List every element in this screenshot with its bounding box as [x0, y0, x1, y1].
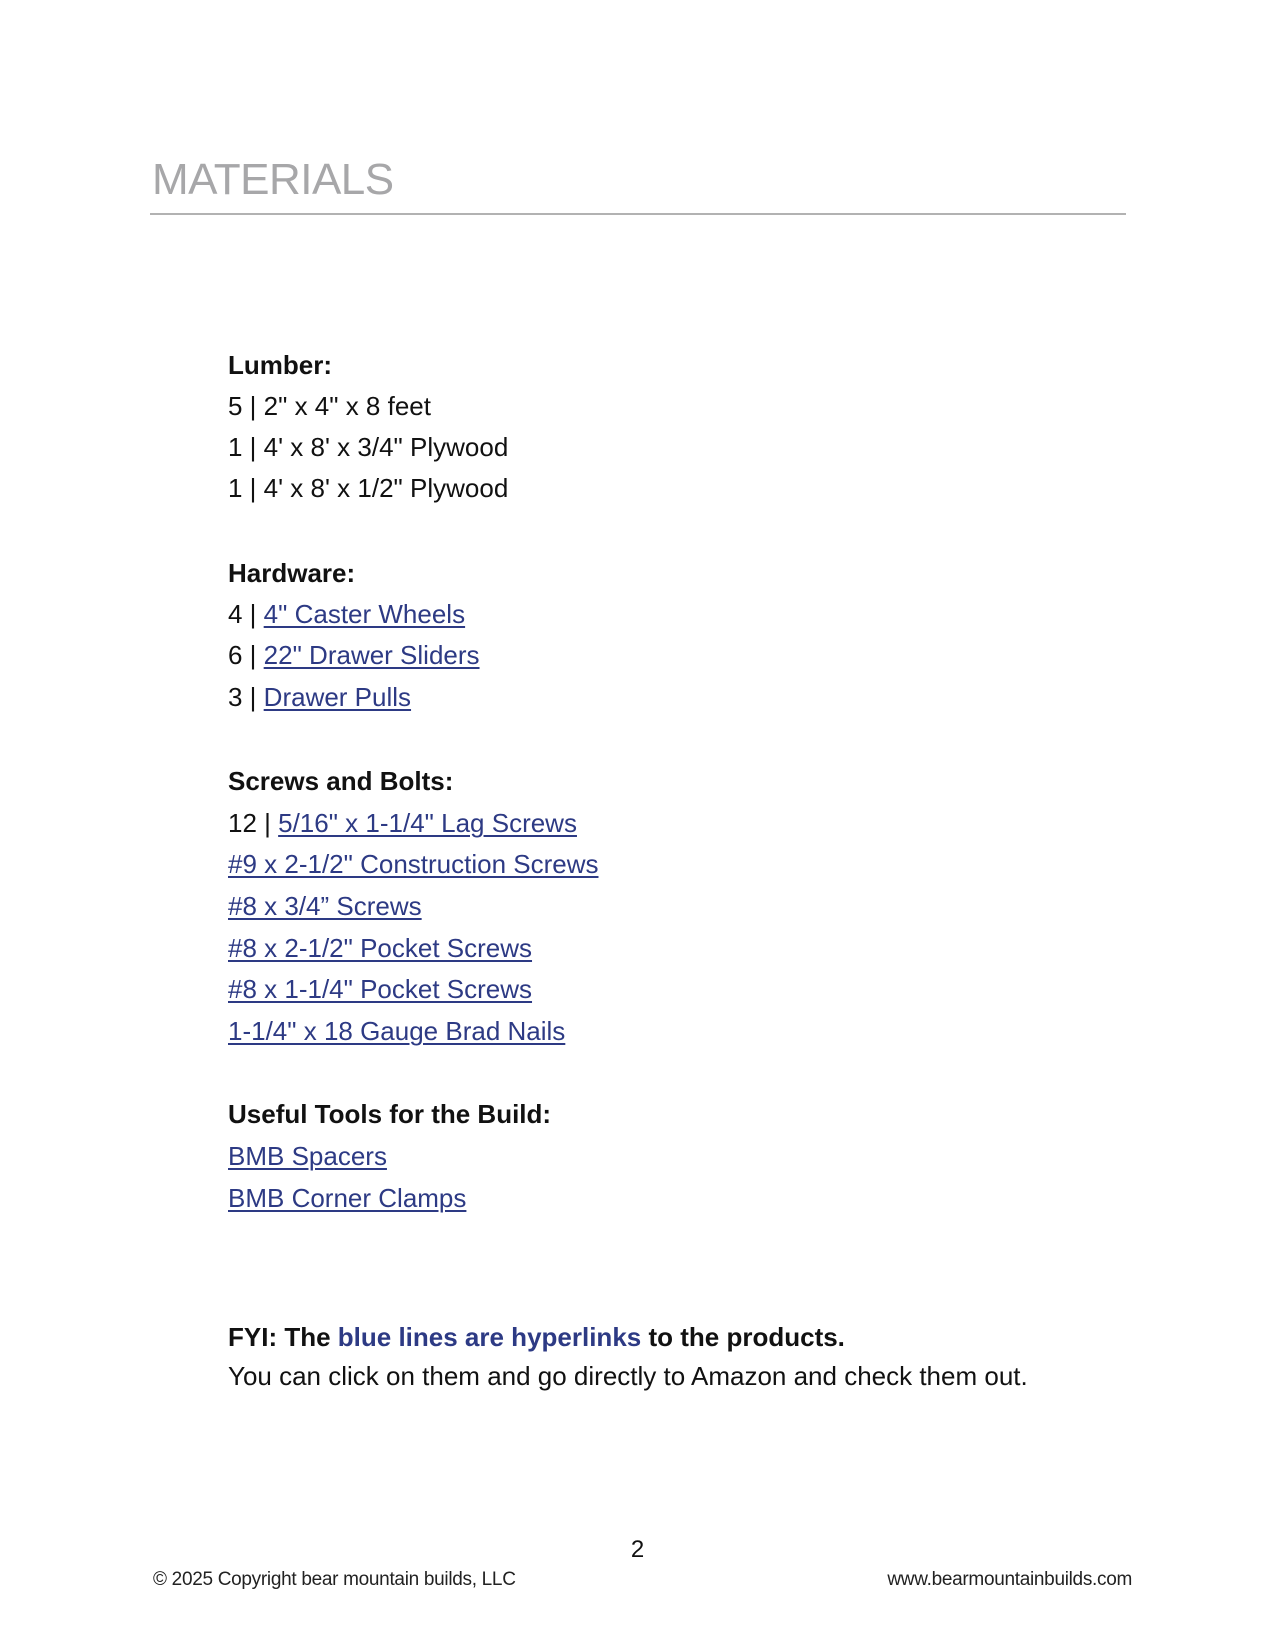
- hardware-item: [228, 599, 465, 630]
- screws-qty: 12 |: [228, 808, 279, 838]
- fyi-suffix: to the products.: [641, 1322, 845, 1352]
- title-divider: [150, 213, 1126, 215]
- screws-item: [228, 808, 577, 839]
- hardware-qty: 4 |: [228, 599, 264, 629]
- tools-heading: Useful Tools for the Build:: [228, 1099, 552, 1129]
- bmb-corner-clamps-link[interactable]: BMB Corner Clamps: [228, 1183, 467, 1213]
- lumber-item: 5 | 2" x 4" x 8 feet: [228, 391, 431, 421]
- screws-heading: Screws and Bolts:: [228, 766, 454, 796]
- fyi-prefix: FYI: The: [228, 1322, 338, 1352]
- hardware-item: [228, 640, 480, 671]
- copyright-text: © 2025 Copyright bear mountain builds, LLC: [153, 1569, 516, 1590]
- hardware-qty: 6 |: [228, 640, 264, 670]
- hardware-qty: 3 |: [228, 682, 264, 712]
- website-text: www.bearmountainbuilds.com: [887, 1569, 1132, 1590]
- page-number: 2: [630, 1536, 645, 1563]
- three-quarter-screws-link[interactable]: #8 x 3/4” Screws: [228, 891, 422, 921]
- hardware-heading: Hardware:: [228, 558, 356, 588]
- lumber-heading: Lumber:: [228, 350, 332, 380]
- bmb-spacers-link[interactable]: BMB Spacers: [228, 1141, 387, 1171]
- lumber-item: 1 | 4' x 8' x 3/4" Plywood: [228, 432, 509, 462]
- drawer-pulls-link[interactable]: Drawer Pulls: [263, 682, 412, 712]
- caster-wheels-link[interactable]: 4" Caster Wheels: [263, 599, 466, 629]
- page-title: MATERIALS: [152, 155, 394, 204]
- fyi-note: [228, 1322, 845, 1353]
- fyi-detail: You can click on them and go directly to Amazon and check them out.: [228, 1361, 1028, 1391]
- drawer-sliders-link[interactable]: 22" Drawer Sliders: [263, 640, 480, 670]
- lumber-item: 1 | 4' x 8' x 1/2" Plywood: [228, 473, 509, 503]
- fyi-highlight: blue lines are hyperlinks: [337, 1322, 642, 1352]
- pocket-screws-long-link[interactable]: #8 x 2-1/2" Pocket Screws: [228, 933, 533, 963]
- construction-screws-link[interactable]: #9 x 2-1/2" Construction Screws: [228, 849, 599, 879]
- pocket-screws-short-link[interactable]: #8 x 1-1/4" Pocket Screws: [228, 974, 533, 1004]
- hardware-item: [228, 682, 411, 713]
- lag-screws-link[interactable]: 5/16" x 1-1/4" Lag Screws: [278, 808, 577, 838]
- brad-nails-link[interactable]: 1-1/4" x 18 Gauge Brad Nails: [228, 1016, 566, 1046]
